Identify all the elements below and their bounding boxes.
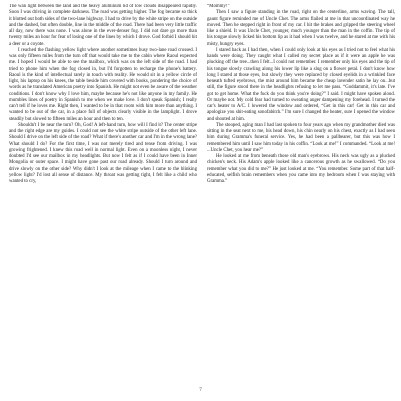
paragraph: “Mommy!” [207,4,230,9]
right-text-column [207,4,395,382]
paragraph: The stooped, aging man I had last spoken to four years ago when my grandmother died was sitting in the seat next to me, his head down, his chin nearly on his chest, exactly as I had seen him during Gramma's funeral service. Yes, he had been a pallbearer, but this was how I remembered him until I saw him today in his coffin. “Look at me!” I commanded. “Look at me! ...Uncle Chet, you hear me?” [207,122,395,153]
page-number: 7 [199,388,202,393]
paragraph: Shouldn't I be near the turn? Oh, God! A left-hand turn, how will I find it? The center stripe and the right edge are my guides. I could not see the white stripe outside of the other left lane. Should I drive on the left side of the road? What if there's another car and I'm in the wrong lane? What should I do? For the first time, I was not merely tired and tense from driving. I was growing frightened. I knew this road well in normal light. Even on a moonless night, I never doubted I'd see our mailbox in my headlights. But now I felt as if I could have been in Inner Mongolia or outer space. I might have gone past our road already. Should I turn around and drive slowly on the other side? Why didn't I look at the mileage when I came to the blinking yellow light? I'd lost all sense of distance. My throat was getting tight, I felt like a child who wanted to cry, [9,122,197,184]
paragraph: Then I saw a figure standing in the road, right on the centerline, arms waving. The tall, gaunt figure reminded me of Uncle Chet. The arms flailed at me in that uncoordinated way he moved. Then he stepped right in front of my car. I hit the brakes and gripped the steering wheel like a shield. It was Uncle Chet, younger, much younger than the man in the coffin. The tip of his tongue slowly licked his bottom lip as it had when I was twelve, and he stared at me with his misty, hungry eyes. [207,10,395,47]
paragraph: I reached the flashing yellow light where another sometimes busy two-lane road crossed. I was only fifteen miles from the turn off that would take me to the cabin where Raoul expected me. I hoped I would be able to see the mailbox, which was on the left side of the road. I had tried to phone him when the fog closed in, but I'd forgotten to recharge the phone's battery. Raoul is the kind of intellectual rarely in touch with reality. He would sit in a yellow circle of light, his laptop on his knees, the table beside him covered with books, pondering the choice of words as he translated American poetry into Spanish. He might not even be aware of the weather conditions. I don't know why I love him, maybe because he's not like anyone in my family. He mumbles lines of poetry in Spanish to me when we make love. I don't speak Spanish; I really can't tell if he loves me. Right then, I wanted to be in that room with him more than anything. I wanted to be out of the car, in a place full of objects clearly visible in the lamplight. I drove steadily but slowed to fifteen miles an hour and then to ten. [9,47,197,122]
paragraph: I stared back as I had then, when I could only look at his eyes as I tried not to feel what his hands were doing. They caught what I called my secret place as if it were an apple he was plucking off the tree...then I felt...I could not remember. I remember only his eyes and the tip of his tongue slowly crawling along his lower lip like a slug on a flower petal. I don't know how long I stared at those eyes, but slowly they were replaced by closed eyelids in a wrinkled face beneath tufted eyebrows, the mist around him became the cheap lavender satin he lay on...but still, the figure stood there in the headlights refusing to let me pass. “Goddammit, it's late. I've got to get home. What the fuck do you think you're doing?” I said. I might have spoken aloud. Or maybe not. My cold fear had turned to sweating anger dampening my forehead. I turned the car's heater to A/C. I lowered the window and ordered, “Get in this car! Get in this car and apologize you shit-eating sonofabitch.” I'm sure I changed the heater, sure I opened the window and shouted at him. [207,47,395,122]
paragraph: The wan light between the land and the heavy aluminum lid of low clouds disappeared rapidly. Soon I was driving in complete darkness. The road was getting higher. The fog became so thick it blotted out both sides of the two-lane highway. I had to drive by the white stripe on the outside and the dashed, but often double, line in the middle of the road. There had been very little traffic all day, now there was none. I was alone in the ever-denser fog. I did not dare go more than twenty miles an hour for fear of losing one of the lines by which I drove. God forbid I should hit a deer or a coyote. [9,4,197,47]
left-text-column [9,4,197,382]
paragraph: He looked at me from beneath those old man's eyebrows. His neck was ugly as a plucked chicken's neck. His Adam's apple looked like a cancerous growth as he swallowed. “Do you remember what you did to me?” He just looked at me. “You remember. Some part of that half-educated, selfish brain remembers when you came into my bedroom when I was staying with Gramma.” [207,154,395,184]
